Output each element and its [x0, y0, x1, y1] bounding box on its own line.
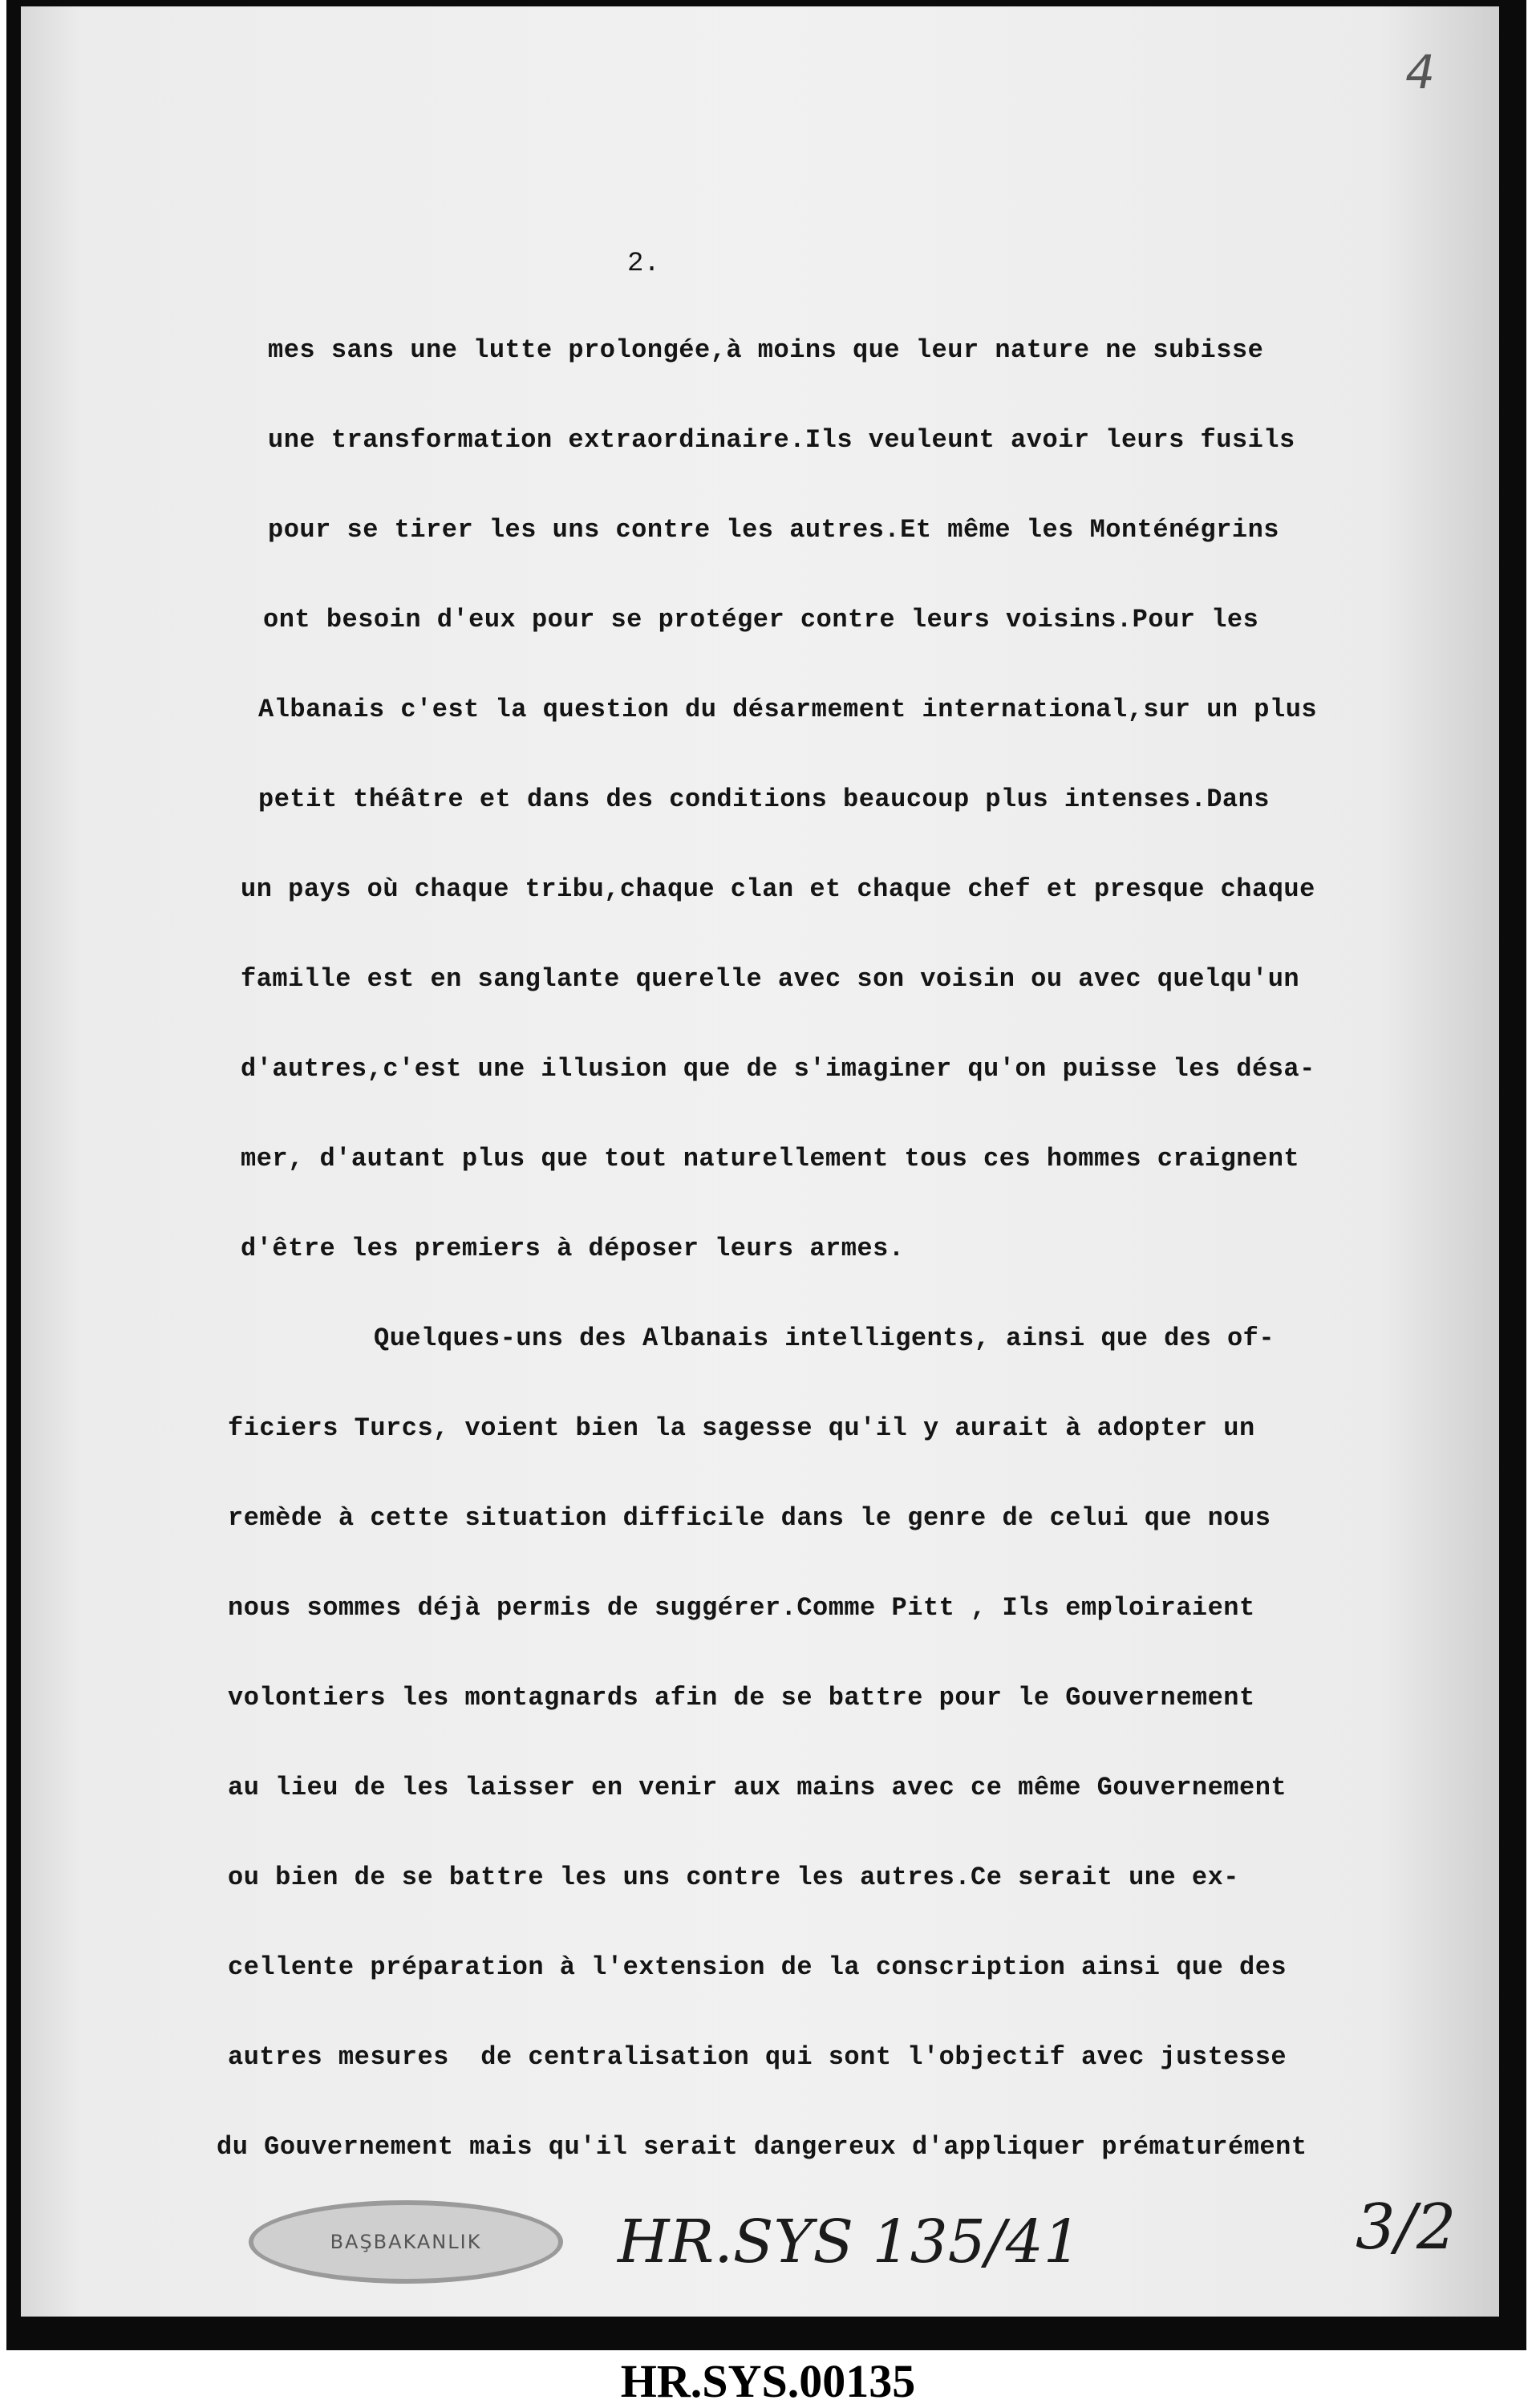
text-line: remède à cette situation difficile dans le genre de celui que nous [228, 1503, 1271, 1533]
text-line: nous sommes déjà permis de suggérer.Comme Pitt , Ils emploiraient [228, 1593, 1255, 1623]
handwritten-page-marker: 3/2 [1356, 2191, 1457, 2264]
text-line: ou bien de se battre les uns contre les autres.Ce serait une ex- [228, 1863, 1239, 1892]
archive-label: HR.SYS.00135 [620, 2355, 916, 2407]
text-line: au lieu de les laisser en venir aux mains avec ce même Gouvernement [228, 1773, 1287, 1802]
page-number: 2. [627, 249, 660, 279]
text-line: un pays où chaque tribu,chaque clan et chaque chef et presque chaque [241, 874, 1315, 904]
text-line: volontiers les montagnards afin de se battre pour le Gouvernement [228, 1683, 1255, 1713]
text-line: Quelques-uns des Albanais intelligents, ainsi que des of- [374, 1324, 1275, 1353]
text-line: ont besoin d'eux pour se protéger contre leurs voisins.Pour les [263, 605, 1259, 634]
text-line: ficiers Turcs, voient bien la sagesse qu'il y aurait à adopter un [228, 1413, 1255, 1443]
document-page [21, 6, 1499, 2317]
text-line: Albanais c'est la question du désarmement international,sur un plus [258, 695, 1318, 724]
text-line: petit théâtre et dans des conditions beaucoup plus intenses.Dans [258, 784, 1270, 814]
text-line: mer, d'autant plus que tout naturellement tous ces hommes craignent [241, 1144, 1300, 1174]
folio-number: 4 [1405, 45, 1435, 99]
handwritten-reference: HR.SYS 135/41 [618, 2207, 1081, 2276]
text-line: du Gouvernement mais qu'il serait dangereux d'appliquer prématurément [217, 2132, 1307, 2162]
text-line: une transformation extraordinaire.Ils veuleunt avoir leurs fusils [268, 425, 1295, 455]
stamp-text: BAŞBAKANLIK [330, 2231, 482, 2253]
text-line: cellente préparation à l'extension de la conscription ainsi que des [228, 1952, 1287, 1982]
text-line: autres mesures de centralisation qui sont l'objectif avec justesse [228, 2042, 1287, 2072]
text-line: mes sans une lutte prolongée,à moins que leur nature ne subisse [268, 335, 1264, 365]
text-line: pour se tirer les uns contre les autres.Et même les Monténégrins [268, 515, 1279, 545]
text-line: famille est en sanglante querelle avec son voisin ou avec quelqu'un [241, 964, 1300, 994]
archive-stamp [249, 2200, 563, 2284]
text-line: d'autres,c'est une illusion que de s'imaginer qu'on puisse les désa- [241, 1054, 1315, 1084]
text-line: d'être les premiers à déposer leurs armes. [241, 1234, 905, 1263]
